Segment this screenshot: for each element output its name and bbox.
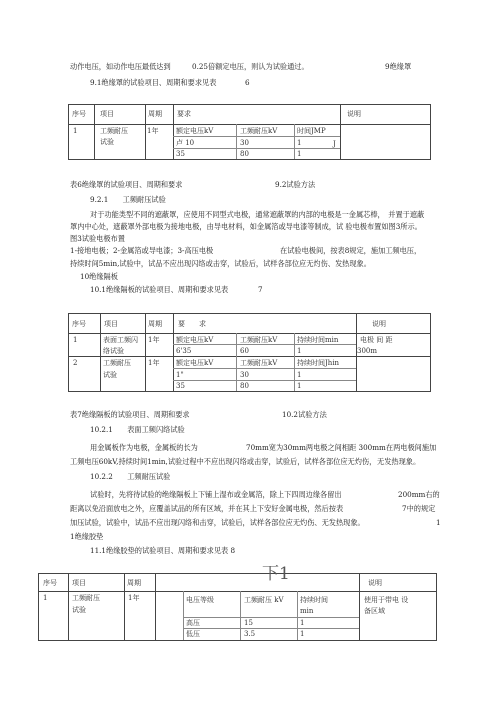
table8-note: 使用于带电 设 [364,596,409,604]
section-heading-10-2: 10.2试验方法 [282,410,327,419]
table6-sub-rule [173,136,340,137]
table8-border-left [38,573,39,641]
table8-sub-header: 工频耐压 kV [244,596,284,604]
intro-line-1a: 动作电压，如动作电压最低达到 [70,62,171,71]
paragraph-line: 距离以免沿面放电之外，应覆盖试品的所有区域，并在其上下安好金属电极，然后按表 [70,504,344,513]
table6-sub-divider [294,124,295,159]
table7-sub-header: 额定电压kV [176,336,214,344]
table7-cell: 络试验 [103,347,124,355]
table8-header: 周期 [127,579,141,587]
table8-cell: 低压 [186,630,200,638]
table7-caption-num: 7 [258,285,263,294]
table7-sub-rule [173,368,356,369]
table7-title: 表7绝缘隔板的试验项目、周期和要求 [70,410,190,419]
paragraph-line: 70mm宽为30mm两电极之间相距 300mm在两电极间施加 [246,443,437,452]
table8-header: 说明 [368,579,382,587]
table7-border-bottom [68,391,430,392]
table6-col-divider [94,104,95,160]
table6-border-left [68,104,69,160]
section-heading-9-2-1: 9.2.1 工频耐压试验 [90,195,166,204]
paragraph-line: 罩内中心处，遮蔽罩外部电极为接地电极，由导电材料，如金属箔或导电漆等制成，试 验电极布置如图3所示。 [70,222,422,231]
table6-header: 要求 [177,110,191,118]
table8-cell: 1 [300,619,305,627]
table7-header: 说明 [372,320,386,328]
table6-cell: 工频耐压 [100,127,128,135]
table7-cell: 工频耐压 [103,359,131,367]
table6-header: 序号 [72,110,86,118]
section-heading-11: 1绝缘胶垫 [70,532,104,541]
table6-cell: 1年 [147,127,159,135]
table7-sub-rule [173,344,356,345]
paragraph-line: 无发热现象。 [377,457,421,466]
table8-cell: 工频耐压 [72,594,100,602]
table6-cell: 1 [73,127,78,135]
table6-col-divider [340,104,341,160]
table6-cell: 80 [240,150,249,158]
table7-header: 要 求 [178,320,206,328]
table7-border-top [68,313,430,314]
intro-line-1b: 0.25倍额定电压，则认为试验通过。 [192,62,309,71]
table7-cell: 1 [73,336,78,344]
table6-header: 说明 [347,110,361,118]
section-heading-10: 10绝缘隔板 [80,272,118,281]
table8-header: 项目 [72,579,86,587]
table8-col-divider [124,573,125,641]
section-heading-9-2: 9.2试验方法 [275,180,316,189]
table6-header: 周期 [148,110,162,118]
table8-header: 序号 [43,579,57,587]
table7-header: 序号 [72,320,86,328]
table8-cell: 试验 [72,606,86,614]
table6-sub-header: 时间JMP [297,127,326,135]
table8-cell: 15 [244,619,253,627]
table8-sub-divider [183,591,184,640]
section-heading-10-2-1: 10.2.1 表面工频闪络试验 [90,425,185,434]
table7-cell: 表面工频闪 [103,336,138,344]
table8-sub-header: 电压等级 [186,596,214,604]
table6-header: 项目 [100,110,114,118]
paragraph-line: 7中的规定 [402,504,436,513]
table6-title: 表6绝缘罩的试验项目、周期和要求 [70,180,183,189]
table7-header: 项目 [104,320,118,328]
paragraph-line: 工频电压60kV,持续时间1min,试验过程中不应出现闪络或击穿，试验后，试样各部位应无灼伤， [70,457,377,466]
table7-cell: 试验 [103,371,117,379]
table8-header-rule [38,591,436,592]
table7-row-rule [68,356,430,357]
table7-sub-header: 工频耐压kV [240,359,278,367]
table7-caption: 10.1绝缘隔板的试验项目、周期和要求见表 [90,285,229,294]
table8-col-divider [68,573,69,641]
table7-sub-header: 持续时间min [297,336,339,344]
table8-sub-divider [297,591,298,640]
paragraph-line: 对于功能类型不同的遮蔽罩，应使用不同型式电极，通常遮蔽罩的内部的电极是一金属芯棒， 并置于遮蔽 [90,210,425,219]
table8-cell: 1年 [128,594,140,602]
table8-sub-rule [183,628,359,629]
table7-sub-divider [236,333,237,391]
table7-sub-divider [294,333,295,391]
table7-cell: 30 [240,371,249,379]
table6-col-divider [173,104,174,160]
table8-border-top [38,573,436,574]
table7-cell: 35 [176,382,185,390]
table8-sub-header: min [300,607,314,615]
table8-sub-header: 持续时间 [300,596,328,604]
paragraph-line: 加压试验，试验中，试品不应出现闪络和击穿，试验后，试样各部位应无灼伤、无发热现象。 [70,518,365,527]
figure-caption: 图3试验电极布置 [70,234,125,243]
table8-caption: 11.1绝缘胶垫的试验项目、周期和要求见表 8 [90,546,236,555]
table6-cell: 1 [297,150,302,158]
table8-sub-rule [183,617,359,618]
table7-cell: 1 [297,371,302,379]
table8-col-divider [359,573,360,641]
table7-cell: 1 [297,382,302,390]
paragraph-line: 1 [436,518,441,527]
table7-cell: 2 [73,359,78,367]
table7-sub-header: 额定电压kV [176,359,214,367]
table8-cell: 高压 [186,619,200,627]
table7-header-rule [68,333,430,334]
table7-sub-header: 持续时间Jhin [297,359,340,367]
table7-border-left [68,313,69,392]
table6-cell: 卢 10 [176,139,195,147]
table8-border-right [436,573,437,641]
table6-cell: 30 [240,139,249,147]
table6-sub-header: 额定电压kV [176,127,214,135]
table6-caption: 9.1绝缘罩的试验项目、周期和要求见表 [90,78,217,87]
table8-col-divider [155,573,156,641]
table7-cell: 1年 [148,359,160,367]
table8-cell: 3.5 [244,630,256,638]
paragraph-line: 持续时间5min,试验中，试品不应出现闪络或击穿，试验后，试样各部位应无灼伤、发热现象。 [70,259,371,268]
table7-note: 300m [357,347,377,355]
table7-cell: 1" [176,371,184,379]
table7-sub-header: 工频耐压kV [240,336,278,344]
table7-cell: 6'35 [176,347,192,355]
table6-border-top [68,104,430,105]
paragraph-line: 200mm右的 [398,490,440,499]
table6-sub-divider [236,124,237,159]
table7-cell: 80 [240,382,249,390]
table6-sub-header: 工频耐压kV [240,127,278,135]
table6-col-divider [145,104,146,160]
paragraph-line: 试验时，先将待试验的绝缘隔板上下铺上湿布或金属箔，除上下四周边缘各留出 [90,490,342,499]
table8-overlay-mark: 下1 [262,564,290,584]
table6-caption-num: 6 [245,78,250,87]
table8-cell: 1 [43,594,48,602]
table7-col-divider [100,313,101,392]
table6-border-right [430,104,431,160]
table6-cell: 1 [297,139,302,147]
table7-col-divider [145,313,146,392]
paragraph-line: 1-接地电极；2-金属箔或导电漆；3-高压电极 [70,246,214,255]
table6-header-rule [68,124,430,125]
table8-note: 备区域 [364,607,385,615]
table6-cell: 试验 [100,138,114,146]
table7-header: 周期 [148,320,162,328]
paragraph-line: 用金属板作为电极，金属板的长为 [90,443,198,452]
table7-cell: 1 [297,347,302,355]
table8-border-bottom [38,640,436,641]
table7-note: 电极 间 距 [360,336,393,344]
section-heading-9: 9绝缘罩 [385,62,412,71]
table6-sub-rule [173,148,340,149]
table6-cell: 35 [176,150,185,158]
section-heading-10-2-2: 10.2.2 工频耐压试验 [90,472,171,481]
paragraph-line: 在试验电极间，按表8规定，施加工频电压， [280,246,422,255]
table8-cell: 1 [300,630,305,638]
table7-cell: 60 [240,347,249,355]
table6-border-bottom [68,159,430,160]
table7-border-right [430,313,431,392]
table7-cell: 1年 [148,336,160,344]
table7-sub-rule [173,380,356,381]
table6-stray-mark: J [333,140,336,148]
table8-sub-divider [240,591,241,640]
